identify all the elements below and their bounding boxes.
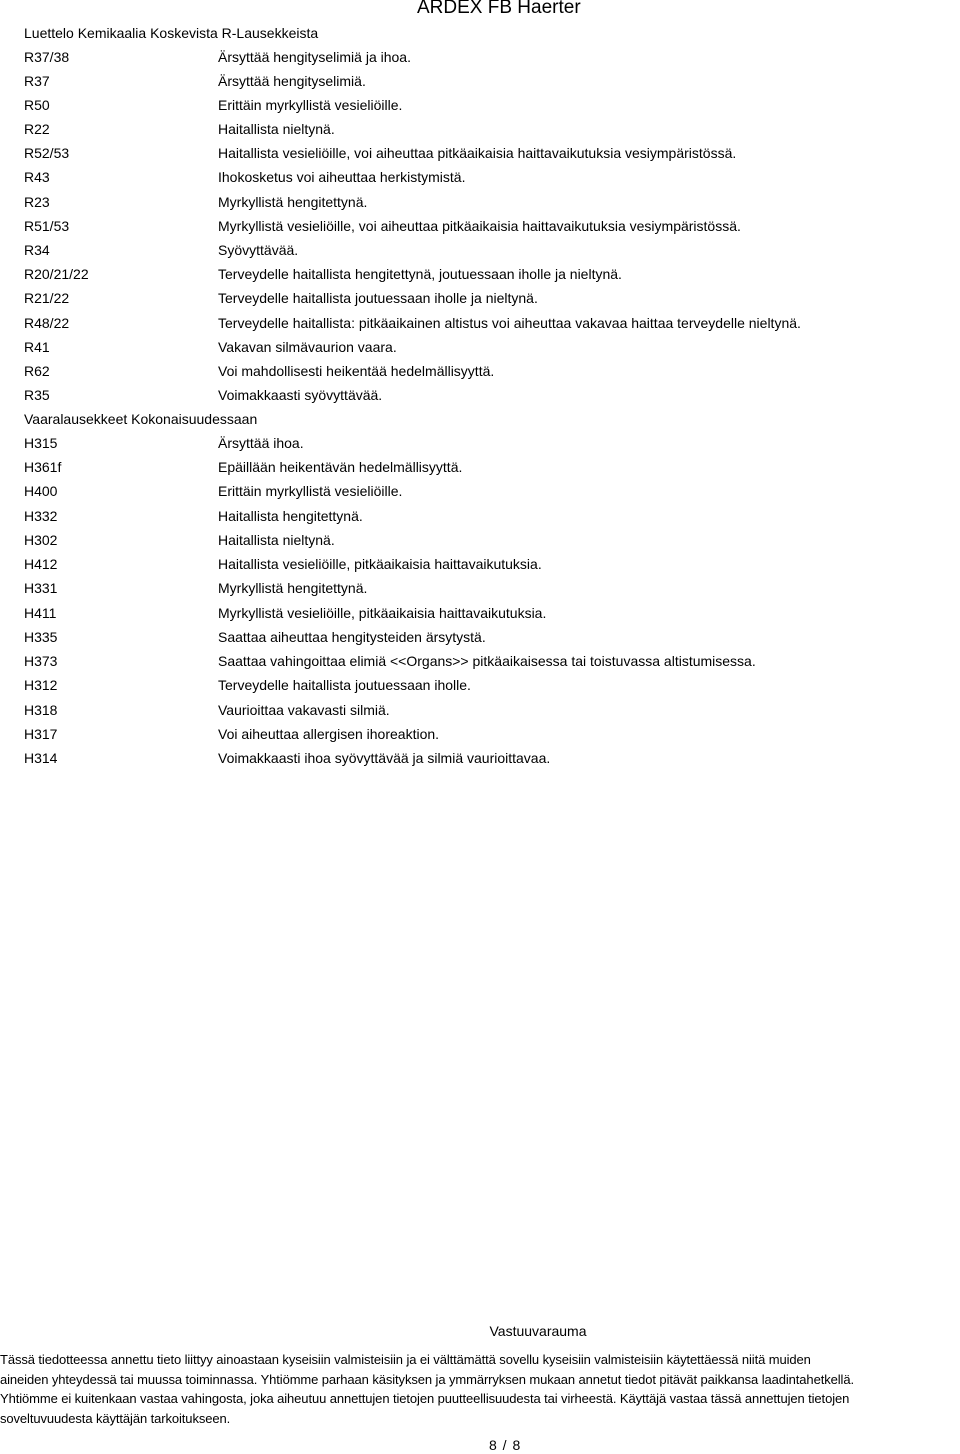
phrase-code: R20/21/22 xyxy=(24,266,89,282)
phrase-code: R51/53 xyxy=(24,218,70,234)
list-item xyxy=(0,579,960,601)
phrase-code: R50 xyxy=(24,97,50,113)
page-number: 8 / 8 xyxy=(489,1437,521,1453)
list-item xyxy=(0,193,960,215)
list-item xyxy=(0,458,960,480)
phrase-text: Ärsyttää hengityselimiä. xyxy=(218,73,366,89)
statement-text: Myrkyllistä hengitettynä. xyxy=(218,580,368,596)
list-item xyxy=(0,749,960,771)
list-item xyxy=(0,386,960,408)
list-item xyxy=(0,265,960,287)
statement-text: Epäillään heikentävän hedelmällisyyttä. xyxy=(218,459,463,475)
list-item xyxy=(0,725,960,747)
phrase-text: Terveydelle haitallista: pitkäaikainen altistus voi aiheuttaa vakavaa haittaa terveydelle nieltynä. xyxy=(218,315,801,331)
statement-text: Saattaa vahingoittaa elimiä <<Organs>> pitkäaikaisessa tai toistuvassa altistumisessa. xyxy=(218,653,756,669)
statement-code: H412 xyxy=(24,556,58,572)
phrase-code: R34 xyxy=(24,242,50,258)
list-item xyxy=(0,701,960,723)
phrase-text: Voi mahdollisesti heikentää hedelmällisyyttä. xyxy=(218,363,495,379)
disclaimer-line: aineiden yhteydessä tai muussa toiminnassa. Yhtiömme parhaan käsityksen ja ymmärryksen mukaan annetut tiedot pitävät paikkansa laadintahetkellä. xyxy=(0,1371,854,1387)
list-item xyxy=(0,217,960,239)
phrase-code: R23 xyxy=(24,194,50,210)
statement-text: Haitallista nieltynä. xyxy=(218,532,335,548)
phrase-code: R21/22 xyxy=(24,290,70,306)
phrase-text: Myrkyllistä vesieliöille, voi aiheuttaa pitkäaikaisia haittavaikutuksia vesiympäristössä. xyxy=(218,218,741,234)
list-item xyxy=(0,362,960,384)
phrase-code: R41 xyxy=(24,339,50,355)
statement-text: Voimakkaasti ihoa syövyttävää ja silmiä vaurioittavaa. xyxy=(218,750,551,766)
phrase-code: R52/53 xyxy=(24,145,70,161)
statement-text: Vaurioittaa vakavasti silmiä. xyxy=(218,702,390,718)
list-item xyxy=(0,120,960,142)
list-item xyxy=(0,434,960,456)
phrase-text: Haitallista nieltynä. xyxy=(218,121,335,137)
list-item xyxy=(0,48,960,70)
list-item xyxy=(0,241,960,263)
statement-code: H315 xyxy=(24,435,58,451)
statement-code: H318 xyxy=(24,702,58,718)
statement-text: Ärsyttää ihoa. xyxy=(218,435,304,451)
list-item xyxy=(0,531,960,553)
statement-text: Haitallista vesieliöille, pitkäaikaisia haittavaikutuksia. xyxy=(218,556,542,572)
statement-text: Myrkyllistä vesieliöille, pitkäaikaisia haittavaikutuksia. xyxy=(218,605,547,621)
phrase-text: Vakavan silmävaurion vaara. xyxy=(218,339,397,355)
list-item xyxy=(0,96,960,118)
list-item xyxy=(0,652,960,674)
phrase-text: Myrkyllistä hengitettynä. xyxy=(218,194,368,210)
phrase-code: R35 xyxy=(24,387,50,403)
r-phrases-heading: Luettelo Kemikaalia Koskevista R-Lausekkeista xyxy=(24,25,319,41)
statement-code: H312 xyxy=(24,677,58,693)
list-item xyxy=(0,289,960,311)
product-title: ARDEX FB Haerter xyxy=(417,0,581,18)
statement-code: H411 xyxy=(24,605,57,621)
statement-text: Haitallista hengitettynä. xyxy=(218,508,363,524)
phrase-text: Voimakkaasti syövyttävää. xyxy=(218,387,383,403)
statement-code: H373 xyxy=(24,653,58,669)
list-item xyxy=(0,72,960,94)
list-item xyxy=(0,314,960,336)
phrase-text: Haitallista vesieliöille, voi aiheuttaa pitkäaikaisia haittavaikutuksia vesiympäristössä. xyxy=(218,145,737,161)
phrase-text: Syövyttävää. xyxy=(218,242,299,258)
disclaimer-line: Yhtiömme ei kuitenkaan vastaa vahingosta, joka aiheutuu annettujen tietojen puutteellisuudesta tai virheestä. Käyttäjä vastaa tässä annettujen tietojen xyxy=(0,1391,850,1406)
disclaimer-text xyxy=(0,1350,960,1428)
list-item xyxy=(0,168,960,190)
phrase-text: Terveydelle haitallista hengitettynä, joutuessaan iholle ja nieltynä. xyxy=(218,266,622,282)
statement-code: H302 xyxy=(24,532,58,548)
statement-code: H400 xyxy=(24,483,58,499)
phrase-text: Erittäin myrkyllistä vesieliöille. xyxy=(218,97,403,113)
statement-text: Erittäin myrkyllistä vesieliöille. xyxy=(218,483,403,499)
phrase-code: R22 xyxy=(24,121,50,137)
list-item xyxy=(0,144,960,166)
statement-text: Terveydelle haitallista joutuessaan iholle. xyxy=(218,677,471,693)
statement-code: H314 xyxy=(24,750,58,766)
phrase-text: Ärsyttää hengityselimiä ja ihoa. xyxy=(218,49,411,65)
statement-text: Saattaa aiheuttaa hengitysteiden ärsytystä. xyxy=(218,629,486,645)
statement-code: H335 xyxy=(24,629,58,645)
phrase-code: R37/38 xyxy=(24,49,70,65)
list-item xyxy=(0,676,960,698)
disclaimer-line: soveltuvuudesta käyttäjän tarkoitukseen. xyxy=(0,1410,231,1426)
phrase-code: R37 xyxy=(24,73,50,89)
statement-code: H317 xyxy=(24,726,58,742)
phrase-code: R43 xyxy=(24,169,50,185)
list-item xyxy=(0,555,960,577)
disclaimer-line: Tässä tiedotteessa annettu tieto liittyy ainoastaan kyseisiin valmisteisiin ja ei välttämättä sovellu kyseisiin valmisteisiin käytettäessä niitä muiden xyxy=(0,1352,811,1367)
list-item xyxy=(0,338,960,360)
phrase-text: Ihokosketus voi aiheuttaa herkistymistä. xyxy=(218,169,466,185)
list-item xyxy=(0,628,960,650)
phrase-code: R48/22 xyxy=(24,315,70,331)
list-item xyxy=(0,482,960,504)
list-item xyxy=(0,507,960,529)
list-item xyxy=(0,604,960,626)
h-statements-heading: Vaaralausekkeet Kokonaisuudessaan xyxy=(24,411,258,427)
disclaimer-title: Vastuuvarauma xyxy=(489,1323,587,1339)
statement-text: Voi aiheuttaa allergisen ihoreaktion. xyxy=(218,726,440,742)
phrase-text: Terveydelle haitallista joutuessaan iholle ja nieltynä. xyxy=(218,290,538,306)
statement-code: H331 xyxy=(24,580,58,596)
phrase-code: R62 xyxy=(24,363,50,379)
statement-code: H361f xyxy=(24,459,62,475)
statement-code: H332 xyxy=(24,508,58,524)
